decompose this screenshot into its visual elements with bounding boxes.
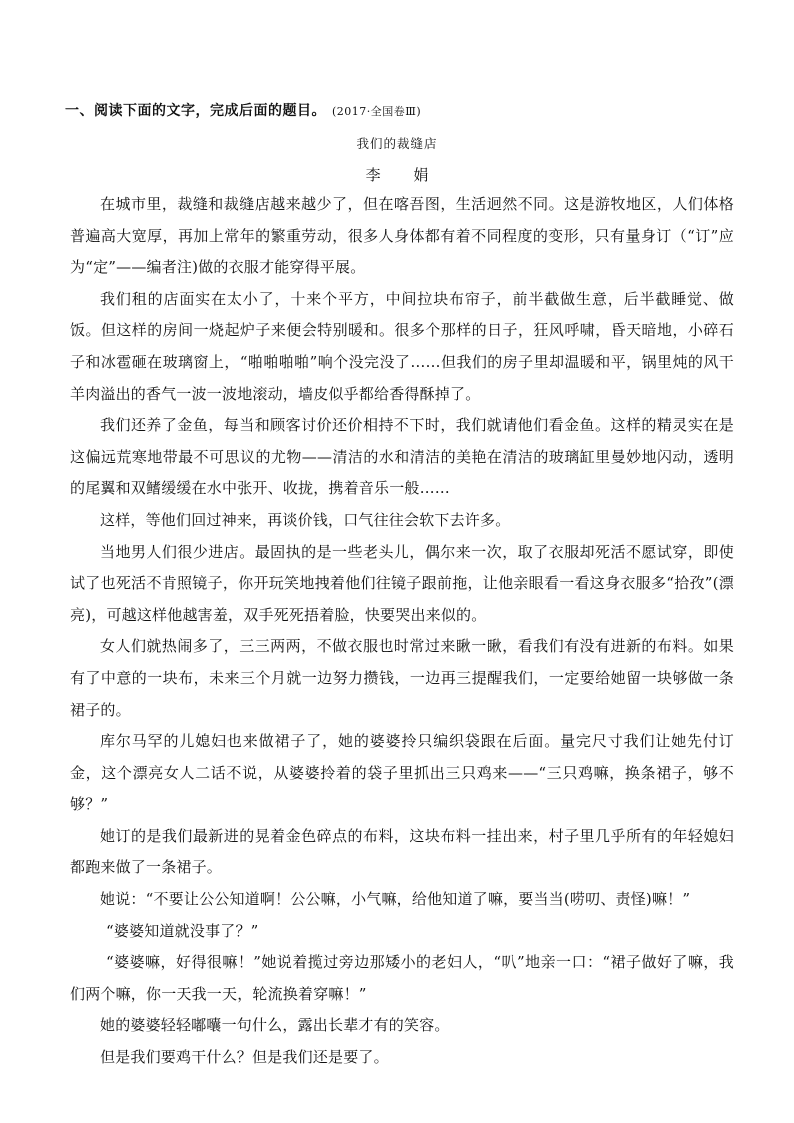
article-author: 李 娟 [365, 166, 443, 184]
paragraph: 在城市里，裁缝和裁缝店越来越少了，但在喀吾图，生活迥然不同。这是游牧地区，人们体格普遍高大宽厚，再加上常年的繁重劳动，很多人身体都有着不同程度的变形，只有量身订（“订”应为“定”——编者注)做的衣服才能穿得平展。 [70, 195, 734, 277]
paragraph: 但是我们要鸡干什么？但是我们还是要了。 [100, 1048, 389, 1067]
question-heading [65, 100, 421, 120]
question-instruction: 一、阅读下面的文字，完成后面的题目。 [65, 103, 326, 119]
question-source: (2017·全国卷Ⅲ) [332, 105, 422, 118]
article-body [70, 189, 734, 1074]
paragraph: 库尔马罕的儿媳妇也来做裙子了，她的婆婆拎只编织袋跟在后面。量完尺寸我们让她先付订金，这个漂亮女人二话不说，从婆婆拎着的袋子里抓出三只鸡来——“三只鸡嘛，换条裙子，够不够？” [70, 732, 734, 814]
paragraph: “婆婆嘛，好得很嘛！”她说着揽过旁边那矮小的老妇人，“叭”地亲一口：“裙子做好了嘛，我们两个嘛，你一天我一天，轮流换着穿嘛！” [70, 953, 734, 1003]
paragraph: 我们租的店面实在太小了，十来个平方，中间拉块布帘子，前半截做生意，后半截睡觉、做饭。但这样的房间一烧起炉子来便会特别暖和。很多个那样的日子，狂风呼啸，昏天暗地，小碎石子和冰雹砸在玻璃窗上，“啪啪啪啪”响个没完没了……但我们的房子里却温暖和平，锅里炖的风干羊肉溢出的香气一波一波地滚动，墙皮似乎都给香得酥掉了。 [70, 289, 734, 403]
paragraph: 我们还养了金鱼，每当和顾客讨价还价相持不下时，我们就请他们看金鱼。这样的精灵实在是这偏远荒寒地带最不可思议的尤物——清洁的水和清洁的美艳在清洁的玻璃缸里曼妙地闪动，透明的尾翼和双鳍缓缓在水中张开、收拢，携着音乐一般…… [70, 416, 734, 498]
article-title: 我们的裁缝店 [356, 136, 438, 151]
paragraph: 她的婆婆轻轻嘟囔一句什么，露出长辈才有的笑容。 [100, 1016, 450, 1035]
paragraph: 她说：“不要让公公知道啊！公公嘛，小气嘛，给他知道了嘛，要当当(唠叨、责怪)嘛！” [100, 890, 691, 909]
paragraph: 女人们就热闹多了，三三两两，不做衣服也时常过来瞅一瞅，看我们有没有进新的布料。如果有了中意的一块布，未来三个月就一边努力攒钱，一边再三提醒我们，一定要给她留一块够做一条裙子的。 [70, 637, 734, 719]
paragraph: “婆婆知道就没事了？” [106, 921, 259, 940]
paragraph: 当地男人们很少进店。最固执的是一些老头儿，偶尔来一次，取了衣服却死活不愿试穿，即使试了也死活不肯照镜子，你开玩笑地拽着他们往镜子跟前拖，让他亲眼看一看这身衣服多“拾孜”(漂亮)，可越这样他越害羞，双手死死捂着脸，快要哭出来似的。 [70, 542, 734, 624]
paragraph: 她订的是我们最新进的晃着金色碎点的布料，这块布料一挂出来，村子里几乎所有的年轻媳妇都跑来做了一条裙子。 [70, 826, 734, 877]
paragraph: 这样，等他们回过神来，再谈价钱，口气往往会软下去许多。 [100, 510, 511, 529]
